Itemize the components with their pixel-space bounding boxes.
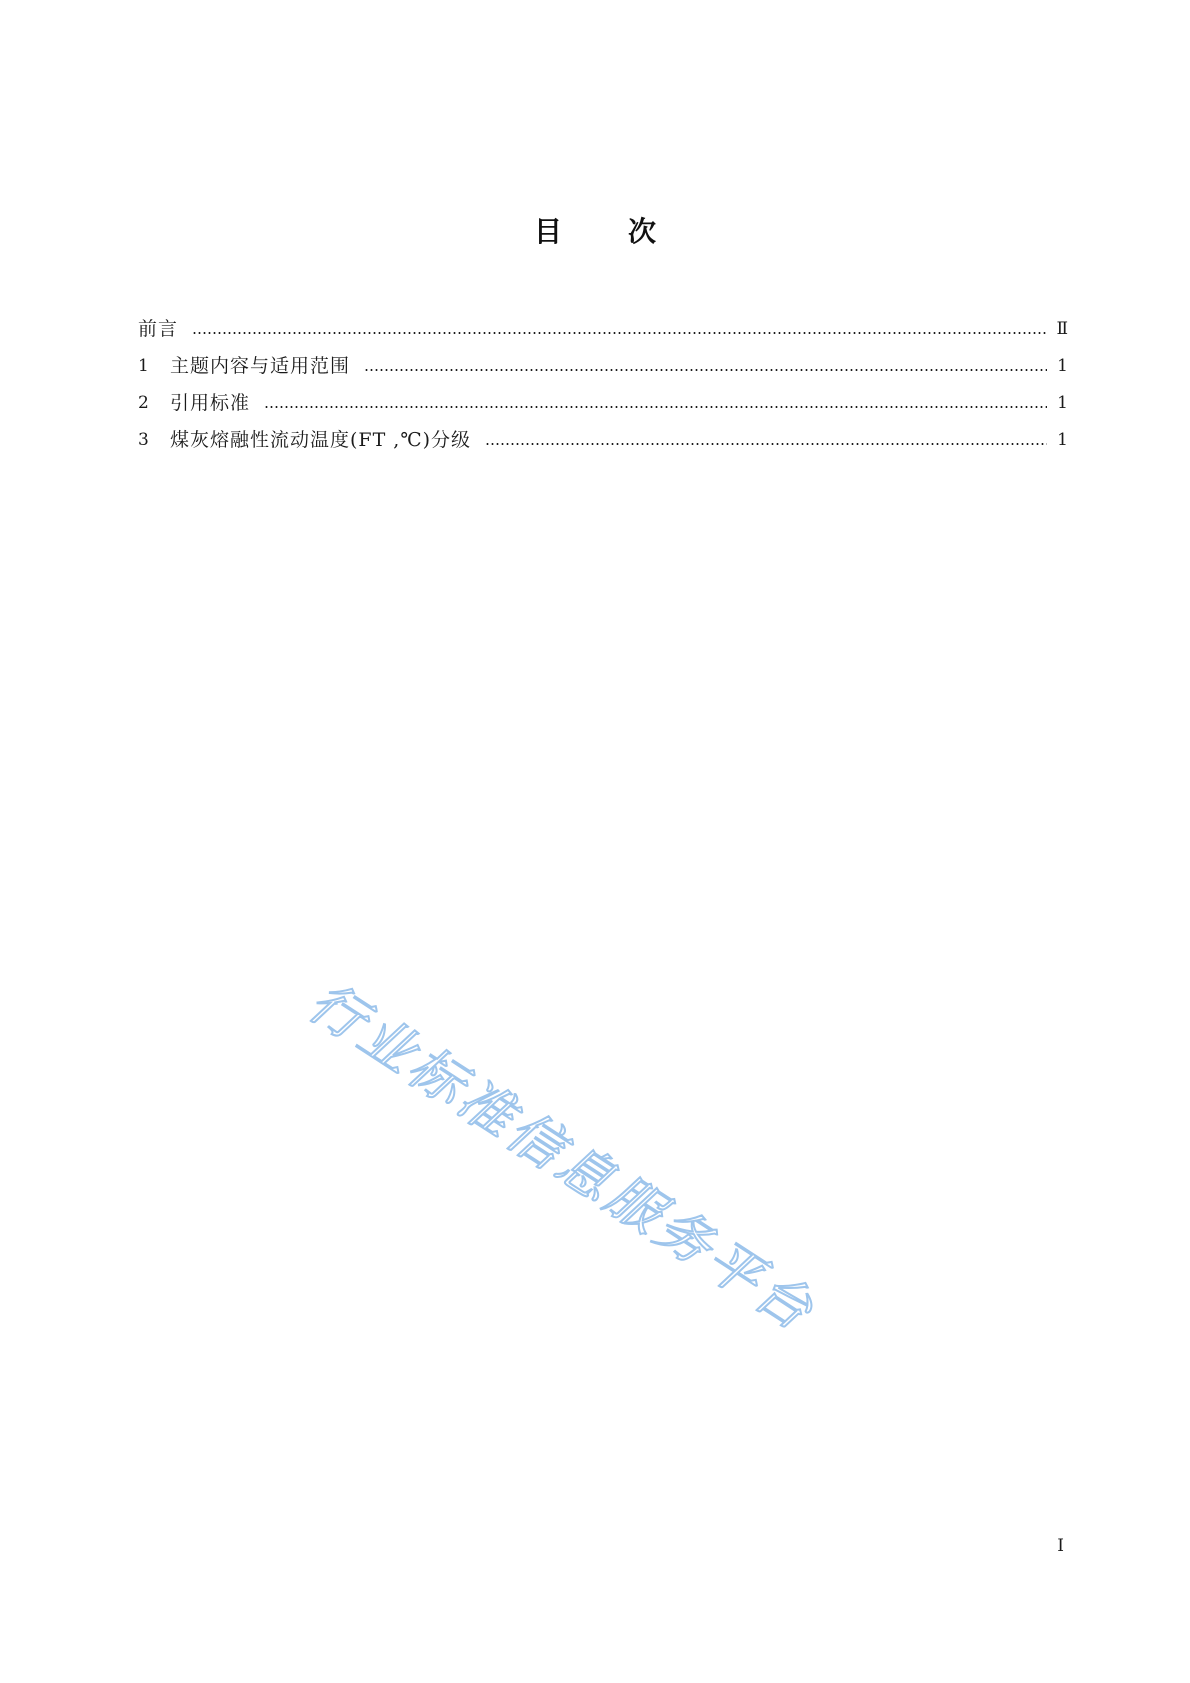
toc-dot-leader	[264, 389, 1047, 417]
toc-dot-leader	[364, 352, 1047, 380]
toc-entry-number: 2	[138, 392, 149, 413]
page-number: I	[1057, 1536, 1064, 1556]
toc-entry-classification[interactable]	[138, 421, 1068, 458]
toc-entry-preface[interactable]	[138, 310, 1068, 347]
toc-entry-scope[interactable]	[138, 347, 1068, 384]
watermark-text: 行业标准信息服务平台	[297, 970, 828, 1345]
toc-entry-label: 前言	[138, 317, 179, 340]
toc-dot-leader	[485, 426, 1047, 454]
toc-entry-page: 1	[1057, 392, 1068, 413]
toc-entry-label: 主题内容与适用范围	[170, 354, 351, 377]
toc-entry-page: Ⅱ	[1056, 318, 1068, 339]
toc-entry-page: 1	[1057, 429, 1068, 450]
toc-entry-number: 3	[138, 429, 149, 450]
toc-entry-label: 引用标准	[170, 391, 251, 414]
toc-entry-number: 1	[138, 355, 149, 376]
table-of-contents	[138, 310, 1068, 458]
toc-entry-label: 煤灰熔融性流动温度(FT ,℃)分级	[170, 428, 472, 451]
toc-entry-page: 1	[1057, 355, 1068, 376]
toc-dot-leader	[192, 315, 1046, 343]
page-title: 目次	[533, 215, 722, 248]
toc-entry-references[interactable]	[138, 384, 1068, 421]
